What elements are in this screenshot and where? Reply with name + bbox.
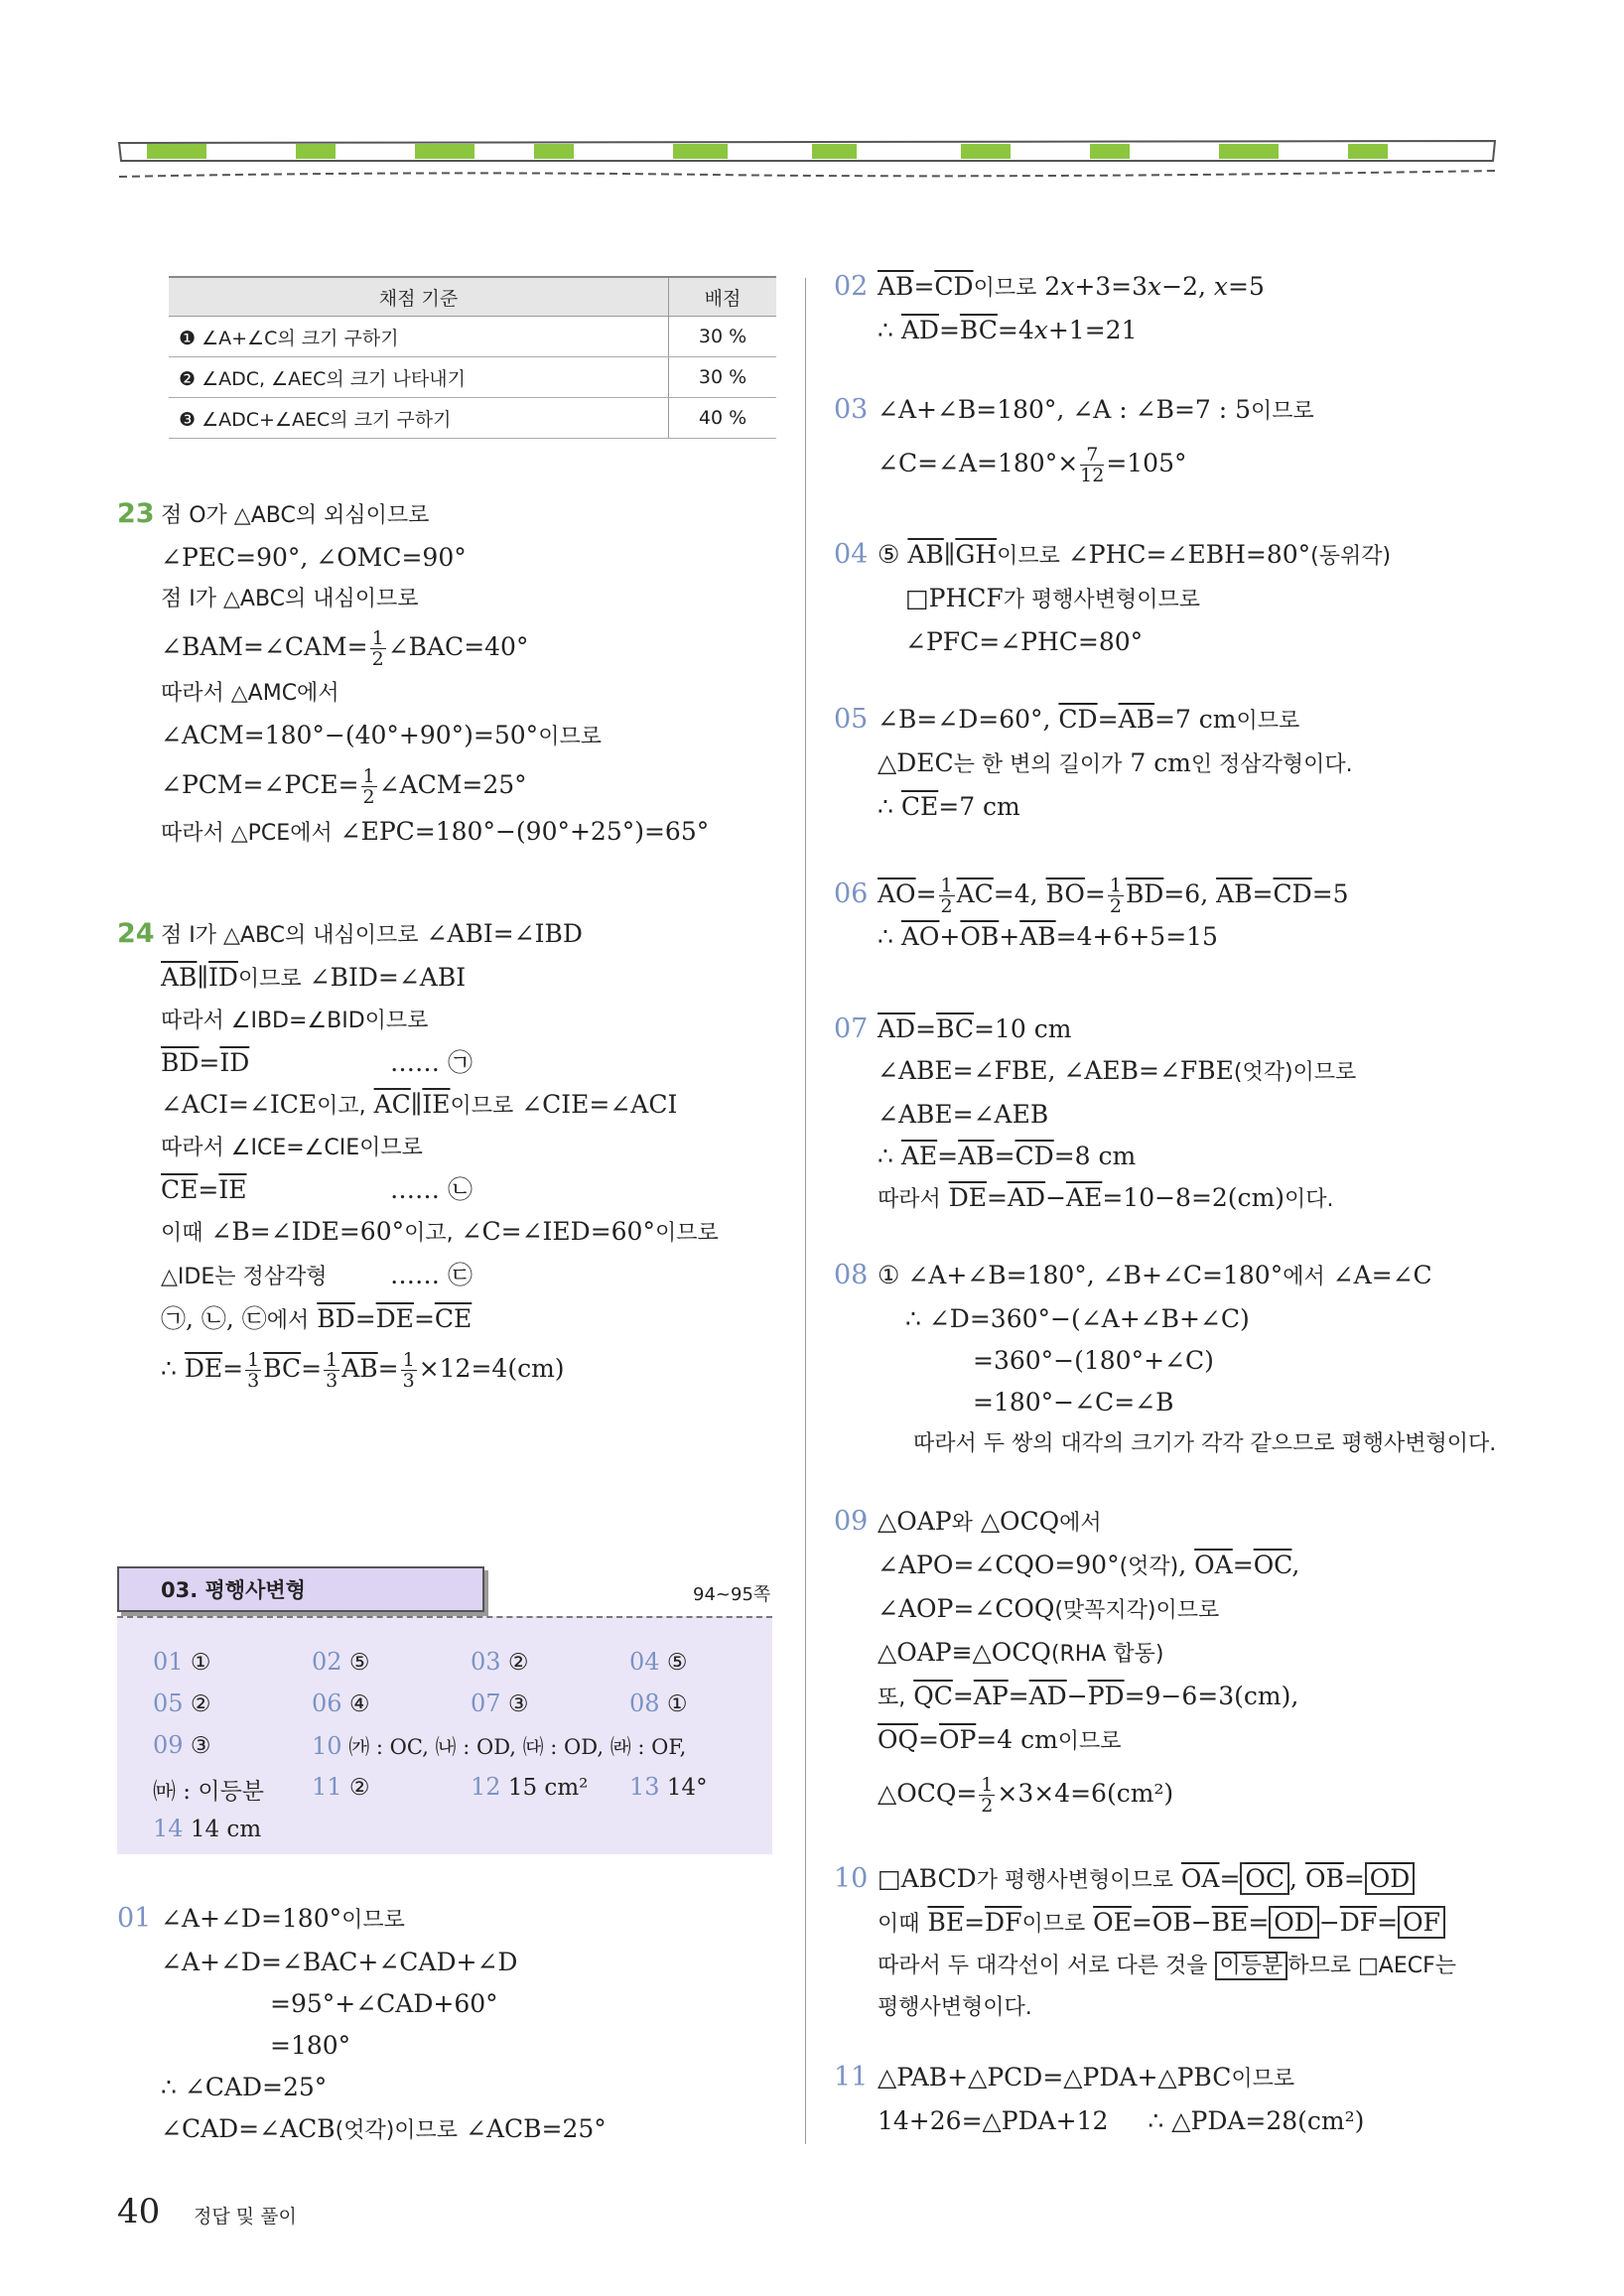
row-marker: ❸ <box>179 408 197 431</box>
answer-item: 12 15 cm² <box>471 1773 589 1801</box>
table-header-criteria: 채점 기준 <box>169 277 669 317</box>
solution-number: 08 <box>834 1260 869 1290</box>
table-row <box>169 317 776 357</box>
answer-item: 13 14° <box>629 1773 708 1801</box>
answer-item: 10 ㈎ : OC, ㈏ : OD, ㈐ : OD, ㈑ : OF, <box>312 1732 687 1760</box>
row-text: ∠ADC+∠AEC의 크기 구하기 <box>202 408 452 431</box>
solution-number: 05 <box>834 704 869 735</box>
solution-number: 06 <box>834 878 869 909</box>
section-title: 03. 평행사변형 <box>117 1566 484 1612</box>
row-score: 30 % <box>669 357 777 398</box>
table-row <box>169 398 776 439</box>
solution-number: 24 <box>117 918 155 949</box>
solution-08: 08 ① ∠A+∠B=180°, ∠B+∠C=180°에서 ∠A=∠C ∴ ∠D=360°−(∠A+∠B+∠C) =360°−(180°+∠C) =180°−∠C=∠B 따라서 두 쌍의 대각의 크기가 각각 같으므로 평행사변형이다. <box>834 1255 1496 1465</box>
solution-11: 11 △PAB+△PCD=△PDA+△PBC이므로 14+26=△PDA+12 ∴ △PDA=28(cm²) <box>834 2057 1364 2142</box>
answer-item: 06 ④ <box>312 1689 370 1717</box>
solution-number: 01 <box>117 1903 152 1934</box>
solution-03: 03 ∠A+∠B=180°, ∠A : ∠B=7 : 5이므로 ∠C=∠A=180°× $\frac{7}{12}$ =105° <box>834 389 1314 485</box>
answer-item: 05 ② <box>153 1689 211 1717</box>
answer-item: 01 ① <box>153 1648 211 1676</box>
solution-number: 10 <box>834 1863 869 1894</box>
column-divider <box>805 278 806 2144</box>
solution-number: 11 <box>834 2062 869 2093</box>
scoring-table <box>169 276 776 439</box>
answer-item: 14 14 cm <box>153 1815 262 1842</box>
top-border-decoration <box>117 131 1497 191</box>
solution-number: 23 <box>117 498 155 529</box>
solution-06: 06 $\overline{AO}=$ $\frac{1}{2}$ $\overline{AC}=4$, $\overline{BO}=$ $\frac{1}{2}$ $\overline{BD}=6$, $\overline{AB}=\overline{CD}=5$ ∴ $\overline{AO}+\overline{OB}+\overline{AB}=4+6+5=15$ <box>834 875 1349 951</box>
solution-number: 03 <box>834 394 869 425</box>
solution-10: 10 □ABCD가 평행사변형이므로 $\overline{OA}= \overline{OC}$ , $\overline{OB}= \overline{OD}$ 이때 $\overline{BE}=\overline{DF}$이므로 $\overline{OE}=\overline{OB}-\overline{BE}= \overline{OD} -\overline{DF}= \overline{OF}$ 따라서 두 대각선이 서로 다른 것을 이등분 하므로 □AECF는 평행사변형이다. <box>834 1858 1456 2029</box>
row-text: ∠A+∠C의 크기 구하기 <box>202 327 399 349</box>
answer-item: 03 ② <box>471 1648 529 1676</box>
answer-item: 11 ② <box>312 1773 370 1801</box>
answer-item: ㈒ : 이등분 <box>153 1779 265 1805</box>
solution-number: 04 <box>834 539 869 570</box>
answer-item: 09 ③ <box>153 1731 211 1759</box>
page-number: 40 <box>117 2192 161 2231</box>
answer-key-box <box>117 1616 772 1854</box>
solution-number: 09 <box>834 1506 869 1537</box>
solution-05: 05 ∠B=∠D=60°, $\overline{CD}=\overline{AB}=7$ cm이므로 △DEC는 한 변의 길이가 7 cm인 정삼각형이다. ∴ $\overline{CE}=7$ cm <box>834 699 1353 828</box>
row-text: ∠ADC, ∠AEC의 크기 나타내기 <box>202 367 466 390</box>
footer-label: 정답 및 풀이 <box>194 2206 297 2228</box>
row-score: 40 % <box>669 398 777 439</box>
solution-09: 09 △OAP와 △OCQ에서 ∠APO=∠CQO=90°(엇각), $\overline{OA}=\overline{OC}$, ∠AOP=∠COQ(맞꼭지각)이므로 △OAP≡△OCQ(RHA 합동) 또, $\overline{QC}=\overline{AP}=\overline{AD}-\overline{PD}=9-6=3(cm)$, $\overline{OQ}=\overline{OP}=4$ cm이므로 △OCQ= $\frac{1}{2}$ ×3×4=6(cm²) <box>834 1501 1299 1816</box>
section-page-range: 94~95쪽 <box>693 1584 771 1605</box>
solution-01: 01 ∠A+∠D=180°이므로 ∠A+∠D=∠BAC+∠CAD+∠D =95°+∠CAD+60° =180° ∴ ∠CAD=25° ∠CAD=∠ACB(엇각)이므로 ∠ACB=25° <box>117 1898 607 2152</box>
row-marker: ❷ <box>179 367 197 390</box>
solution-07: 07 $\overline{AD}=\overline{BC}=10$ cm ∠ABE=∠FBE, ∠AEB=∠FBE(엇각)이므로 ∠ABE=∠AEB ∴ $\overline{AE}=\overline{AB}=\overline{CD}=8$ cm 따라서 $\overline{DE}=\overline{AD}-\overline{AE}=10-8=2(cm)$이다. <box>834 1009 1356 1221</box>
table-header-score: 배점 <box>669 277 777 317</box>
answer-item: 08 ① <box>629 1689 688 1717</box>
answer-item: 07 ③ <box>471 1689 529 1717</box>
answer-item: 04 ⑤ <box>629 1648 688 1676</box>
solution-24: 24 점 I가 △ABC의 내심이므로 ∠ABI=∠IBD $\overline{AB}\parallel\overline{ID}$이므로 ∠BID=∠ABI 따라서 ∠IBD=∠BID이므로 $\overline{BD}=\overline{ID}$ …… ㉠ ∠ACI=∠ICE이고, $\overline{AC}\parallel\overline{IE}$이므로 ∠CIE=∠ACI 따라서 ∠ICE=∠CIE이므로 $\overline{CE}=\overline{IE}$ …… ㉡ 이때 ∠B=∠IDE=60°이고, ∠C=∠IED=60°이므로 △IDE는 정삼각형 …… ㉢ ㉠, ㉡, ㉢에서 $\overline{BD}=\overline{DE}=\overline{CE}$ ∴ $\overline{DE}=$ $\frac{1}{3}$ $\overline{BC}=$ $\frac{1}{3}$ $\overline{AB}=$ $\frac{1}{3}$ ×12=4(cm) <box>117 913 719 1391</box>
solution-02: 02 $\overline{AB}=\overline{CD}$이므로 2x+3=3x−2, x=5 ∴ $\overline{AD}=\overline{BC}=4x+1=21$ <box>834 266 1265 351</box>
solution-23: 23 점 O가 △ABC의 외심이므로 ∠PEC=90°, ∠OMC=90° 점 I가 △ABC의 내심이므로 ∠BAM=∠CAM= $\frac{1}{2}$ ∠BAC=40° 따라서 △AMC에서 ∠ACM=180°−(40°+90°)=50°이므로 ∠PCM=∠PCE= $\frac{1}{2}$ ∠ACM=25° 따라서 △PCE에서 ∠EPC=180°−(90°+25°)=65° <box>117 493 709 855</box>
row-score: 30 % <box>669 317 777 357</box>
solution-number: 02 <box>834 271 869 302</box>
table-row <box>169 357 776 398</box>
solution-04: 04 ⑤ $\overline{AB}\parallel\overline{GH}$이므로 ∠PHC=∠EBH=80°(동위각) □PHCF가 평행사변형이므로 ∠PFC=∠PHC=80° <box>834 534 1391 663</box>
solution-number: 07 <box>834 1013 869 1044</box>
answer-item: 02 ⑤ <box>312 1648 370 1676</box>
row-marker: ❶ <box>179 327 197 349</box>
